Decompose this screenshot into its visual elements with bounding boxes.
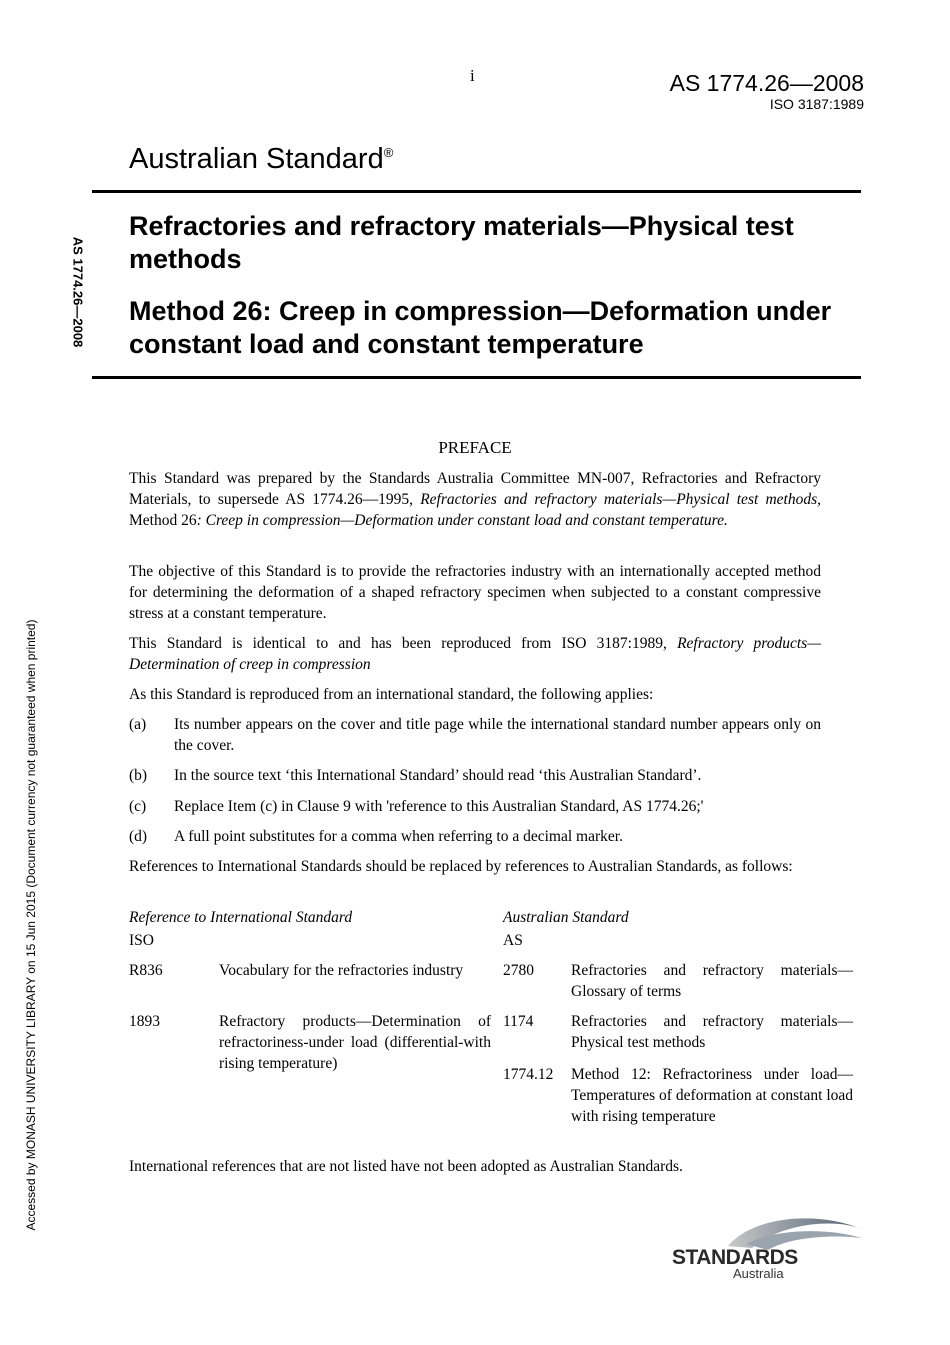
registered-mark: ® — [383, 145, 394, 160]
preface-paragraph-5: References to International Standards should be replaced by references to Australian Standards, as follows: — [129, 858, 793, 875]
brand-title — [129, 143, 393, 176]
preface-paragraph-4: As this Standard is reproduced from an international standard, the following applies: — [129, 686, 654, 703]
table-cell-iso-number: 1893 — [129, 1013, 160, 1030]
brand-text: Australian Standard — [129, 143, 384, 175]
preface-paragraph-6: International references that are not listed have not been adopted as Australian Standards. — [129, 1158, 683, 1175]
p3-italic-title: Refractory products—Determination of creep in compression — [129, 635, 821, 673]
table-cell-as-title: Method 12: Refractoriness under load—Temperatures of deformation at constant load with rising temperature — [571, 1066, 853, 1125]
method-title: Method 26: Creep in compression—Deformation under constant load and constant temperature — [129, 296, 832, 359]
list-item-text: Replace Item (c) in Clause 9 with 'reference to this Australian Standard, AS 1774.26;' — [174, 798, 704, 815]
p1-italic-title: Refractories and refractory materials—Physical test methods, — [420, 490, 821, 508]
preface-heading: PREFACE — [438, 438, 512, 457]
table-header-international: Reference to International Standard — [129, 909, 353, 926]
table-cell-iso-title: Refractory products—Determination of refractoriness-under load (differential-with rising temperature) — [219, 1013, 491, 1072]
p1-method: Method 26 — [129, 511, 197, 529]
preface-paragraph-3 — [129, 634, 821, 676]
iso-number: ISO 3187:1989 — [769, 96, 864, 112]
list-item-text: A full point substitutes for a comma when referring to a decimal marker. — [174, 828, 623, 845]
table-header-australian: Australian Standard — [503, 909, 629, 926]
preface-paragraph-2: The objective of this Standard is to provide the refractories industry with an internationally accepted method for determining the deformation of a shaped refractory specimen when subjected to a constant compressive stress at a constant temperature. — [129, 563, 821, 622]
list-item-label: (c) — [129, 798, 147, 815]
logo-wordmark: STANDARDS — [672, 1246, 798, 1269]
top-rule — [92, 190, 861, 193]
document-title: Refractories and refractory materials—Physical test methods — [129, 211, 794, 274]
list-item-text: Its number appears on the cover and title page while the international standard number appears only on the cover. — [174, 716, 821, 754]
bottom-rule — [92, 376, 861, 379]
page-number: i — [470, 66, 475, 85]
access-note: Accessed by MONASH UNIVERSITY LIBRARY on 15 Jun 2015 (Document currency not guaranteed when printed) — [24, 619, 38, 1231]
table-subheader-iso: ISO — [129, 932, 154, 949]
list-item-label: (b) — [129, 767, 148, 784]
p1-italic-method-title: : Creep in compression—Deformation under constant load and constant temperature. — [196, 511, 728, 529]
table-cell-as-number: 1774.12 — [503, 1066, 554, 1083]
p1-text: This Standard was prepared by the Standards Australia Committee MN-007, Refractories and Refractory Materials, to supersede AS 1774.26—1995, — [129, 470, 821, 508]
table-cell-iso-title: Vocabulary for the refractories industry — [219, 962, 464, 979]
standard-number: AS 1774.26—2008 — [669, 70, 864, 96]
table-cell-as-number: 2780 — [503, 962, 534, 979]
list-item-text: In the source text ‘this International Standard’ should read ‘this Australian Standard’. — [174, 767, 702, 784]
p3-text: This Standard is identical to and has been reproduced from ISO 3187:1989, — [129, 635, 678, 652]
table-cell-as-title: Refractories and refractory materials—Glossary of terms — [571, 962, 853, 1000]
vertical-standard-id: AS 1774.26—2008 — [70, 236, 86, 348]
preface-paragraph-1 — [129, 469, 821, 531]
table-cell-as-title: Refractories and refractory materials—Physical test methods — [571, 1013, 853, 1051]
table-cell-as-number: 1174 — [503, 1013, 534, 1030]
table-cell-iso-number: R836 — [129, 962, 163, 979]
logo-subtitle: Australia — [733, 1266, 784, 1281]
list-item-label: (a) — [129, 716, 147, 733]
table-subheader-as: AS — [503, 932, 523, 949]
list-item-label: (d) — [129, 828, 148, 845]
